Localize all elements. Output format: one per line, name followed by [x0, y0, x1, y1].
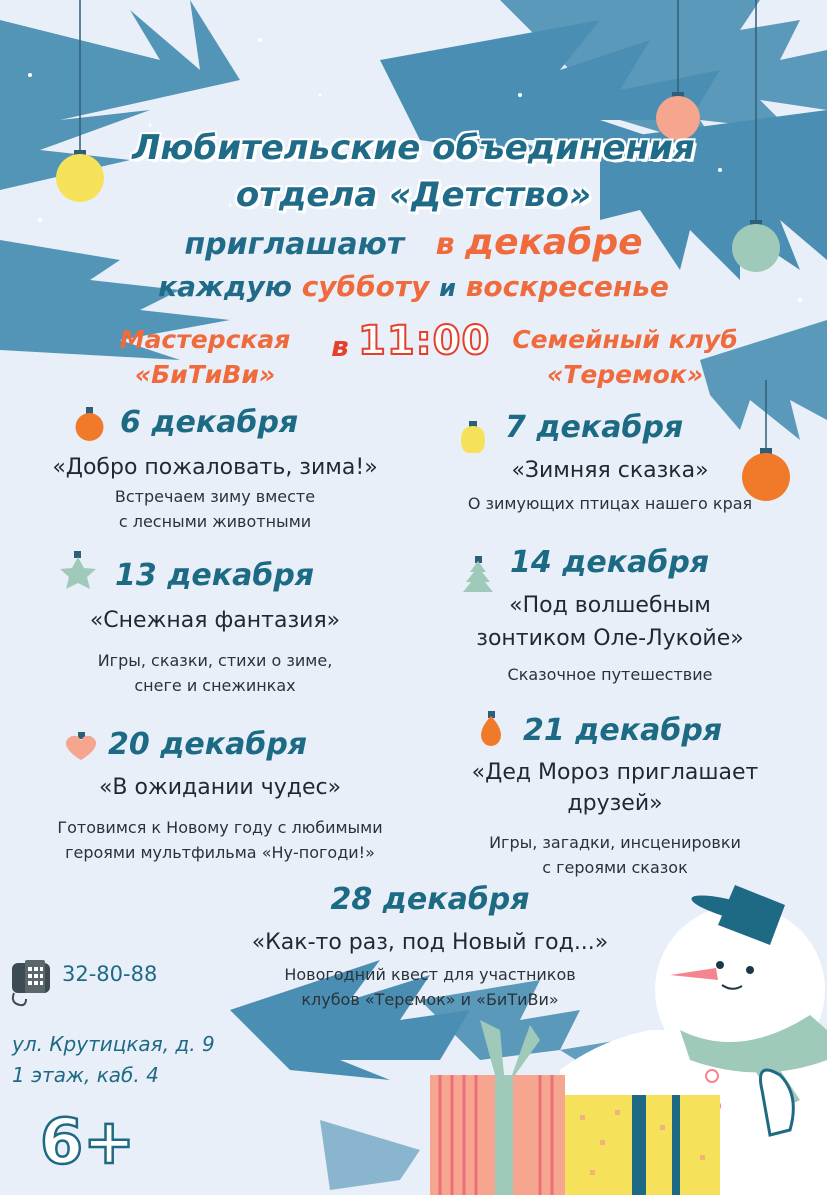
tree-ornament-icon	[463, 556, 493, 592]
event-6-desc-2: с лесными животными	[118, 512, 312, 531]
event-21-title-1: «Дед Мороз приглашает	[471, 760, 759, 785]
event-21-desc-1: Игры, загадки, инсценировки	[489, 833, 741, 852]
event-21-desc-2: с героями сказок	[542, 858, 688, 877]
address-line-1: ул. Крутицкая, д. 9	[12, 1032, 215, 1056]
event-7-title: «Зимняя сказка»	[511, 458, 709, 483]
event-21-date: 21 декабря	[523, 713, 723, 748]
bullet-ornament-6	[76, 407, 104, 441]
event-14-title-2: зонтиком Оле-Лукойе»	[476, 626, 744, 651]
club-left-line-2: «БиТиВи»	[134, 360, 276, 389]
event-20-desc-1: Готовимся к Новому году с любимыми	[57, 818, 383, 837]
phone-number: 32-80-88	[62, 962, 158, 986]
event-14-date: 14 декабря	[510, 545, 710, 580]
age-rating: 6+	[40, 1105, 136, 1178]
heart-ornament-icon	[66, 732, 96, 760]
event-21-title-2: друзей»	[567, 791, 663, 816]
meeting-time: 11:00	[358, 318, 491, 364]
event-28-desc-2: клубов «Теремок» и «БиТиВи»	[301, 990, 559, 1009]
event-7-desc-1: О зимующих птицах нашего края	[467, 494, 753, 513]
event-28-date: 28 декабря	[330, 882, 530, 917]
every-word: каждую	[158, 270, 292, 303]
event-6-date: 6 декабря	[120, 405, 299, 440]
event-7-date: 7 декабря	[505, 410, 684, 445]
in-word: в	[435, 227, 455, 262]
club-right-line-1: Семейный клуб	[512, 325, 738, 354]
event-13-title: «Снежная фантазия»	[89, 608, 341, 633]
days-line	[0, 270, 827, 303]
event-20-date: 20 декабря	[108, 727, 308, 762]
phone-icon	[12, 960, 50, 1005]
sunday-word: воскресенье	[465, 270, 669, 303]
address-line-2: 1 этаж, каб. 4	[12, 1063, 159, 1087]
event-6-title: «Добро пожаловать, зима!»	[52, 455, 378, 480]
event-6-desc-1: Встречаем зиму вместе	[114, 487, 316, 506]
time-prefix: в	[331, 330, 349, 363]
title-line-2: отдела «Детство»	[235, 175, 592, 215]
bulb-ornament-icon	[461, 421, 485, 453]
star-ornament-icon	[60, 551, 96, 589]
event-20-desc-2: героями мультфильма «Ну-погоди!»	[65, 843, 375, 862]
club-left-line-1: Мастерская	[119, 325, 291, 354]
and-word: и	[439, 274, 456, 302]
event-13-date: 13 декабря	[115, 558, 315, 593]
event-28-title: «Как-то раз, под Новый год...»	[251, 930, 609, 955]
event-13-desc-2: снеге и снежинках	[134, 676, 296, 695]
event-14-title-1: «Под волшебным	[509, 593, 711, 618]
event-13-desc-1: Игры, сказки, стихи о зиме,	[97, 651, 333, 670]
invite-line	[0, 222, 827, 263]
event-20-title: «В ожидании чудес»	[98, 775, 342, 800]
event-28-desc-1: Новогодний квест для участников	[284, 965, 576, 984]
title-line-1: Любительские объединения	[132, 128, 695, 168]
club-right-line-2: «Теремок»	[547, 360, 703, 389]
month-word: декабре	[465, 222, 643, 263]
event-14-desc-1: Сказочное путешествие	[507, 665, 713, 684]
invite-word: приглашают	[184, 227, 405, 262]
saturday-word: субботу	[301, 270, 430, 303]
drop-ornament-icon	[481, 711, 501, 746]
